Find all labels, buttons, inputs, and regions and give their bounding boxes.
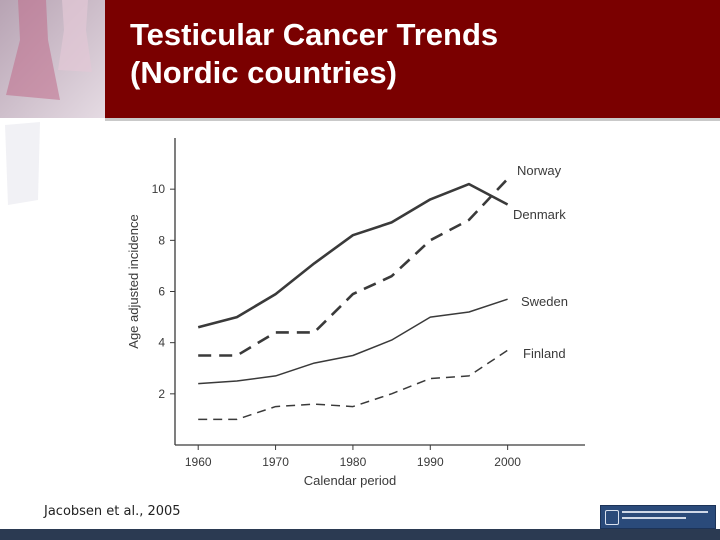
university-logo [600, 505, 716, 529]
series-label-finland: Finland [523, 346, 566, 361]
x-tick-label: 1980 [339, 455, 367, 469]
y-tick-label: 10 [151, 182, 165, 197]
y-tick-label: 4 [158, 335, 165, 350]
x-tick-label: 2000 [494, 455, 521, 469]
series-label-sweden: Sweden [521, 294, 568, 309]
slide-title: Testicular Cancer Trends (Nordic countries) [130, 17, 499, 90]
series-label-denmark: Denmark [513, 207, 566, 222]
series-line-finland [198, 350, 507, 419]
y-tick-label: 6 [158, 284, 165, 299]
y-tick-label: 8 [158, 233, 165, 248]
x-tick-label: 1990 [416, 455, 444, 469]
line-chart [120, 130, 610, 500]
y-tick-label: 2 [158, 386, 165, 401]
footer-bar [0, 529, 720, 540]
x-tick-label: 1960 [184, 455, 212, 469]
x-tick-label: 1970 [262, 455, 289, 469]
x-axis-title: Calendar period [303, 473, 397, 488]
series-label-norway: Norway [517, 163, 562, 178]
series-line-norway [198, 179, 507, 356]
flask-decoration [0, 0, 110, 210]
y-axis-title: Age adjusted incidence [126, 214, 141, 349]
citation: Jacobsen et al., 2005 [44, 504, 181, 519]
series-line-denmark [198, 184, 507, 327]
title-bar [105, 0, 720, 121]
